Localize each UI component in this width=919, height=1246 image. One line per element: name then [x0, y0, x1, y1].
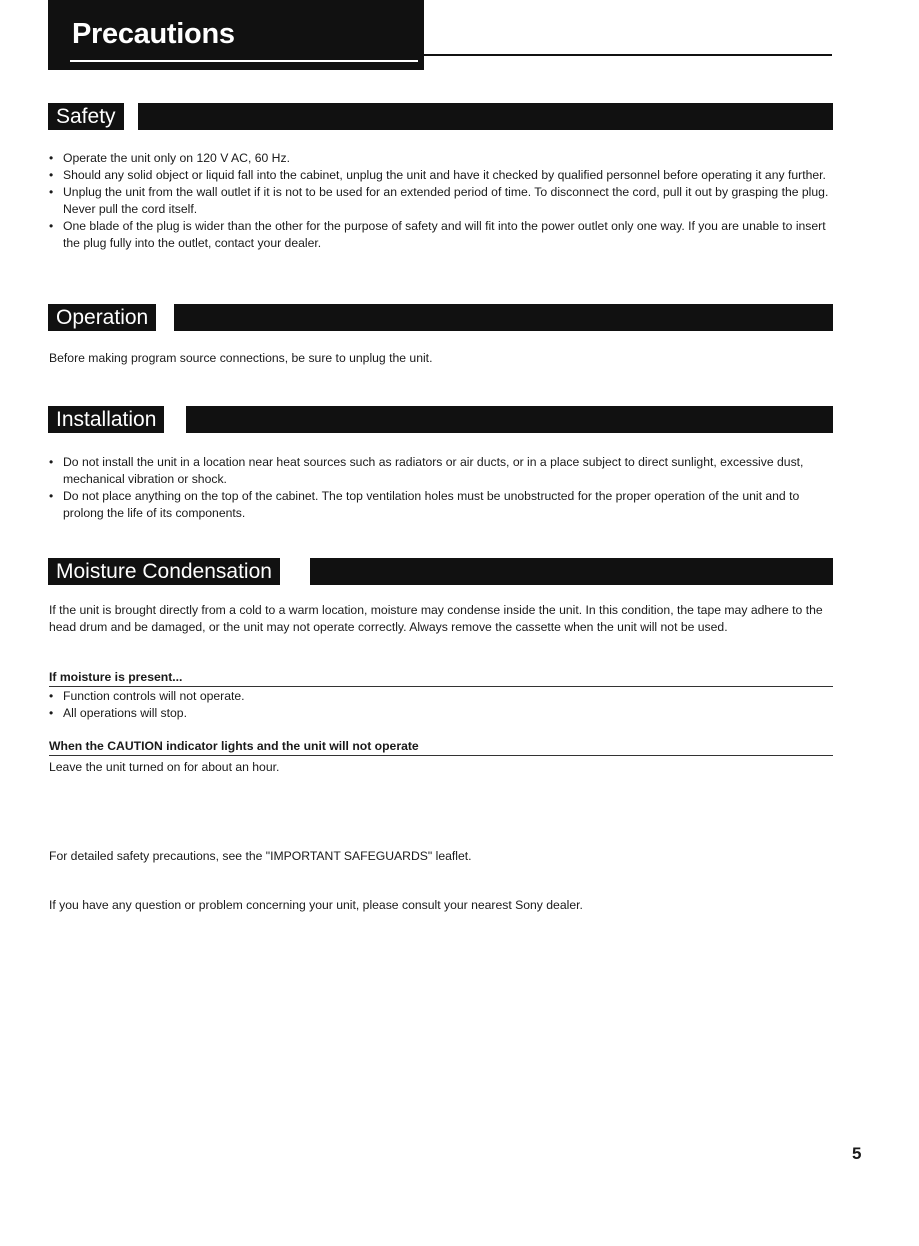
page-title: Precautions [72, 18, 235, 50]
dealer-note: If you have any question or problem concerning your unit, please consult your nearest Sony dealer. [49, 898, 583, 912]
section-heading-installation: Installation [48, 406, 164, 433]
section-bar-moisture [48, 558, 833, 585]
section-heading-moisture: Moisture Condensation [48, 558, 280, 585]
caution-heading: When the CAUTION indicator lights and the unit will not operate [49, 738, 833, 756]
section-bar-fill [138, 103, 833, 130]
list-item: • Operate the unit only on 120 V AC, 60 Hz. [48, 150, 834, 167]
installation-list [48, 454, 834, 522]
safeguards-note: For detailed safety precautions, see the "IMPORTANT SAFEGUARDS" leaflet. [49, 849, 472, 863]
list-item: • Unplug the unit from the wall outlet if it is not to be used for an extended period of time. To disconnect the cord, pull it out by grasping the plug. Never pull the cord itself. [48, 184, 834, 218]
list-item: • One blade of the plug is wider than the other for the purpose of safety and will fit into the power outlet only one way. If you are unable to insert the plug fully into the outlet, contact your dealer. [48, 218, 834, 252]
section-bar-installation [48, 406, 833, 433]
title-rule [424, 54, 832, 56]
section-bar-fill [186, 406, 833, 433]
list-item: • Do not install the unit in a location near heat sources such as radiators or air ducts, or in a place subject to direct sunlight, excessive dust, mechanical vibration or shock. [48, 454, 834, 488]
title-underline [70, 60, 418, 62]
operation-text: Before making program source connections, be sure to unplug the unit. [49, 351, 433, 365]
section-bar-fill [174, 304, 833, 331]
section-heading-safety: Safety [48, 103, 124, 130]
safety-list [48, 150, 834, 252]
moisture-text: If the unit is brought directly from a cold to a warm location, moisture may condense inside the unit. In this condition, the tape may adhere to the head drum and be damaged, or the unit may not operate correctly. Always remove the cassette when the unit will not be used. [49, 603, 823, 634]
list-item: • All operations will stop. [48, 705, 834, 722]
section-bar-safety [48, 103, 833, 130]
if-moisture-list [48, 688, 834, 722]
list-item: • Function controls will not operate. [48, 688, 834, 705]
section-bar-fill [310, 558, 833, 585]
list-item: • Should any solid object or liquid fall into the cabinet, unplug the unit and have it checked by qualified personnel before operating it any further. [48, 167, 834, 184]
section-bar-operation [48, 304, 833, 331]
if-moisture-present-heading: If moisture is present... [49, 669, 833, 687]
page-number: 5 [852, 1144, 862, 1163]
list-item: • Do not place anything on the top of the cabinet. The top ventilation holes must be unobstructed for the proper operation of the unit and to prolong the life of its components. [48, 488, 834, 522]
caution-text: Leave the unit turned on for about an hour. [49, 760, 280, 774]
section-heading-operation: Operation [48, 304, 156, 331]
